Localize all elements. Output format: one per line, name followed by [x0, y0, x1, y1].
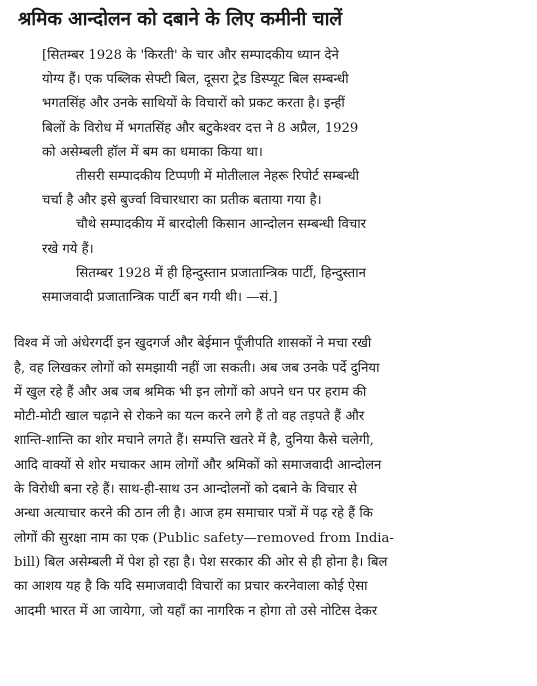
- body-line: में खुल रहे हैं और अब जब श्रमिक भी इन लोगों को अपने धन पर हराम की: [14, 384, 367, 400]
- body-line: के विरोधी बना रहे हैं। साथ-ही-साथ उन आन्दोलनों को दबाने के विचार से: [14, 482, 357, 498]
- note-line: रखे गये हैं।: [42, 241, 94, 257]
- body-line: है, वह लिखकर लोगों को समझायी नहीं जा सकती। अब जब उनके पर्दे दुनिया: [14, 360, 380, 376]
- body-line: अन्धा अत्याचार करने की ठान ली है। आज हम समाचार पत्रों में पढ़ रहे हैं कि: [14, 506, 373, 522]
- note-line: [सितम्बर 1928 के 'किरती' के चार और सम्पादकीय ध्यान देने: [42, 48, 339, 63]
- editor-note: [42, 44, 520, 310]
- body-line: विश्व में जो अंधेरगर्दी इन खुदगर्ज और बेईमान पूँजीपति शासकों ने मचा रखी: [14, 336, 372, 352]
- note-line: योग्य हैं। एक पब्लिक सेफ्टी बिल, दूसरा ट्रेड डिस्प्यूट बिल सम्बन्धी: [42, 72, 349, 88]
- note-line: चौथे सम्पादकीय में बारदोली किसान आन्दोलन सम्बन्धी विचार: [76, 217, 367, 233]
- note-line: को असेम्बली हॉल में बम का धमाका किया था।: [42, 144, 263, 160]
- body-line: शान्ति-शान्ति का शोर मचाने लगते हैं। सम्पत्ति खतरे में है, दुनिया कैसे चलेगी,: [14, 433, 374, 449]
- note-line: तीसरी सम्पादकीय टिप्पणी में मोतीलाल नेहरू रिपोर्ट सम्बन्धी: [76, 169, 360, 185]
- body-line: का आशय यह है कि यदि समाजवादी विचारों का प्रचार करनेवाला कोई ऐसा: [14, 579, 368, 595]
- note-line: भगतसिंह और उनके साथियों के विचारों को प्रकट करता है। इन्हीं: [42, 96, 345, 112]
- body-line: आदि वाक्यों से शोर मचाकर आम लोगों और श्रमिकों को समाजवादी आन्दोलन: [14, 457, 382, 473]
- body-text: [14, 332, 525, 624]
- note-line: बिलों के विरोध में भगतसिंह और बटुकेश्वर दत्त ने 8 अप्रैल, 1929: [42, 120, 359, 136]
- body-line: लोगों की सुरक्षा नाम का एक (Public safety—removed from India-: [14, 530, 394, 546]
- note-line: सितम्बर 1928 में ही हिन्दुस्तान प्रजातान्त्रिक पार्टी, हिन्दुस्तान: [76, 265, 366, 281]
- note-line: समाजवादी प्रजातान्त्रिक पार्टी बन गयी थी। —सं.]: [42, 290, 278, 306]
- note-line: चर्चा है और इसे बुर्ज्वा विचारधारा का प्रतीक बताया गया है।: [42, 193, 322, 209]
- body-line: मोटी-मोटी खाल चढ़ाने से रोकने का यत्न करने लगे हैं तो वह तड़पते हैं और: [14, 409, 365, 425]
- body-line: आदमी भारत में आ जायेगा, जो यहाँ का नागरिक न होगा तो उसे नोटिस देकर: [14, 603, 378, 619]
- body-line: bill) बिल असेम्बली में पेश हो रहा है। पेश सरकार की ओर से ही होना है। बिल: [14, 554, 388, 570]
- chapter-heading: श्रमिक आन्दोलन को दबाने के लिए कमीनी चालें: [18, 8, 342, 30]
